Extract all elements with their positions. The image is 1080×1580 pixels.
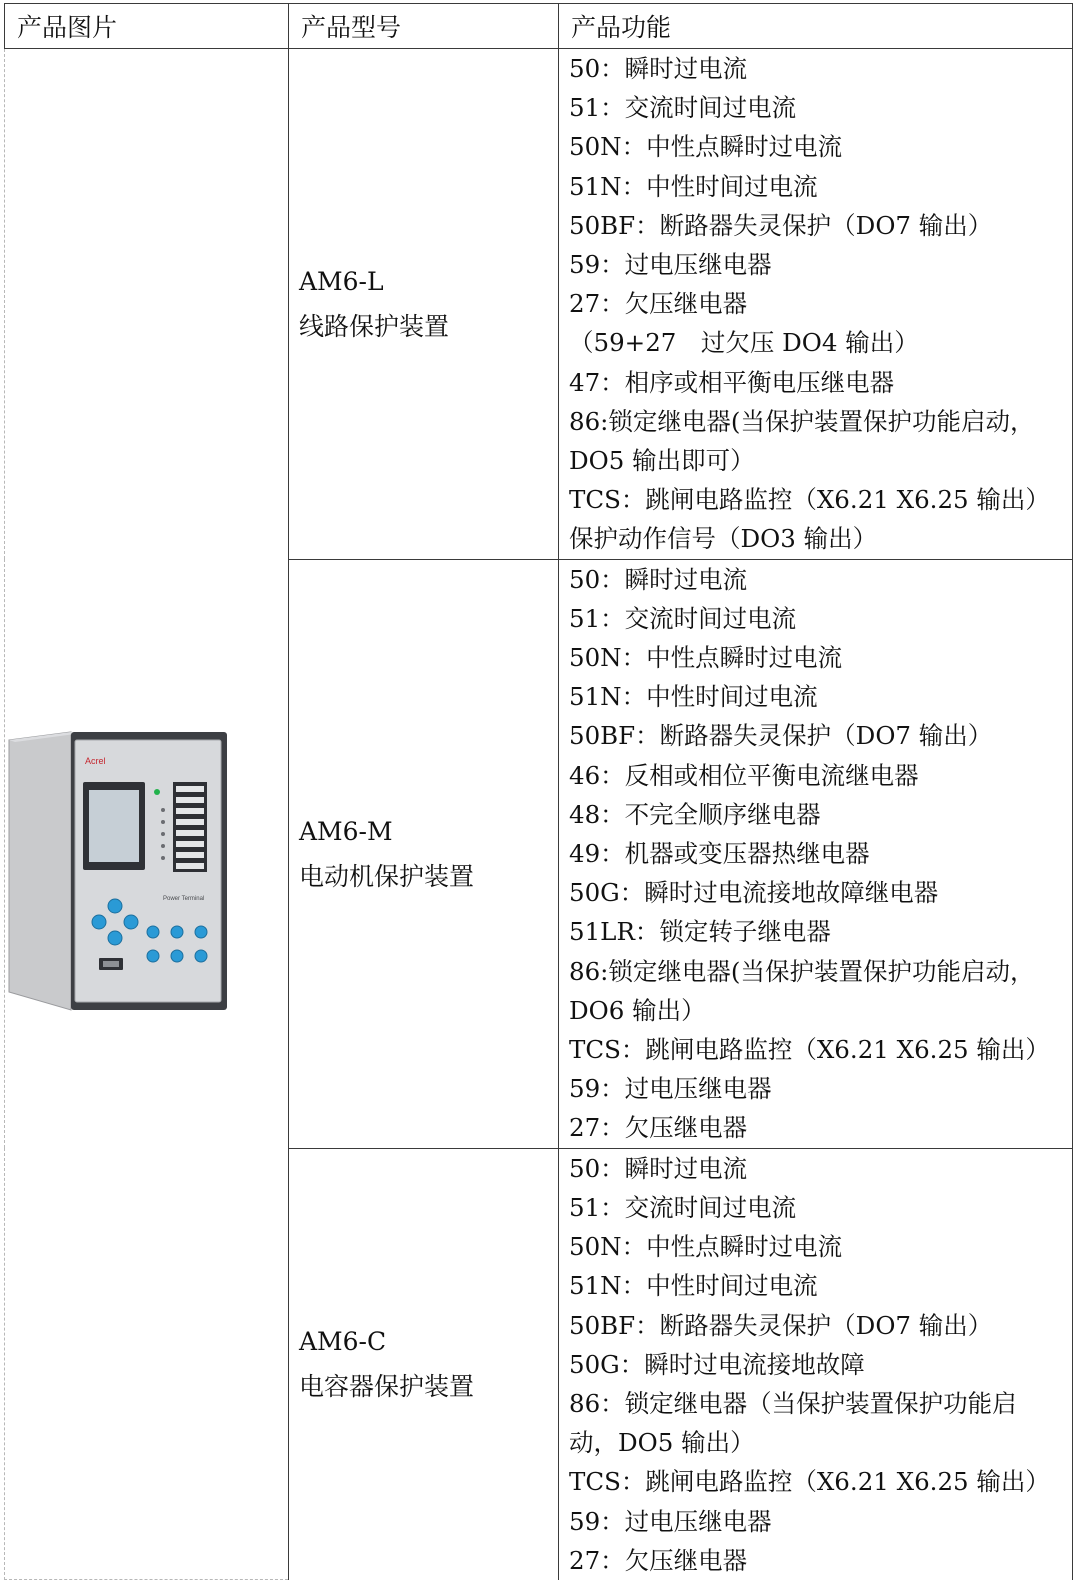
function-line: 50BF：断路器失灵保护（DO7 输出） (569, 721, 993, 751)
function-line: 50：瞬时过电流 (569, 564, 748, 594)
panel-text: Power Terminal (163, 896, 205, 903)
function-line: 51：交流时间过电流 (569, 1192, 797, 1222)
function-line: 49：机器或变压器热继电器 (569, 839, 870, 869)
function-line: 50：瞬时过电流 (569, 1153, 748, 1183)
function-line: 动，DO5 输出） (569, 1428, 755, 1458)
function-line: 50N：中性点瞬时过电流 (569, 643, 843, 673)
function-cell (559, 49, 1073, 560)
function-line: 50BF：断路器失灵保护（DO7 输出） (569, 1310, 993, 1340)
model-cell (289, 49, 559, 560)
function-line: 86：锁定继电器（当保护装置保护功能启 (569, 1388, 1017, 1418)
protection-relay-device-photo (5, 730, 229, 1012)
function-line: 51N：中性时间过电流 (569, 682, 818, 712)
header-product-function: 产品功能 (559, 4, 1073, 49)
function-line: 50：瞬时过电流 (569, 54, 748, 83)
table-row (5, 49, 1073, 560)
model-name: 线路保护装置 (299, 311, 450, 341)
function-cell (559, 1148, 1073, 1580)
product-image-cell (5, 49, 289, 1580)
product-spec-table (4, 3, 1073, 1580)
header-product-image: 产品图片 (5, 4, 289, 49)
function-line: 51N：中性时间过电流 (569, 171, 818, 201)
model-cell (289, 1148, 559, 1580)
function-line: TCS：跳闸电路监控（X6.21 X6.25 输出） (569, 485, 1050, 515)
function-line: 86:锁定继电器(当保护装置保护功能启动， (569, 956, 1035, 986)
model-name: 电动机保护装置 (299, 861, 475, 891)
function-line: 27：欠压继电器 (569, 289, 748, 319)
function-line: 48：不完全顺序继电器 (569, 799, 821, 829)
header-product-model: 产品型号 (289, 4, 559, 49)
table-header-row (5, 4, 1073, 49)
function-line: DO5 输出即可） (569, 446, 755, 476)
function-line: 47：相序或相平衡电压继电器 (569, 367, 895, 397)
function-line: TCS：跳闸电路监控（X6.21 X6.25 输出） (569, 1467, 1050, 1497)
function-line: 保护动作信号（DO3 输出） (569, 524, 878, 554)
function-line: 50G：瞬时过电流接地故障继电器 (569, 878, 939, 908)
function-line: 50G：瞬时过电流接地故障 (569, 1349, 865, 1379)
function-line: 59：过电压继电器 (569, 250, 772, 280)
brand-logo: Acrel (85, 756, 106, 767)
function-line: 50BF：断路器失灵保护（DO7 输出） (569, 210, 993, 240)
model-code: AM6-L (299, 266, 384, 296)
function-line: 51：交流时间过电流 (569, 603, 797, 633)
model-cell (289, 559, 559, 1148)
device-illustration (5, 730, 229, 1012)
function-line: 86:锁定继电器(当保护装置保护功能启动， (569, 406, 1035, 436)
function-line: 46：反相或相位平衡电流继电器 (569, 760, 919, 790)
function-line: 50N：中性点瞬时过电流 (569, 1232, 843, 1262)
model-code: AM6-C (299, 1327, 387, 1357)
function-line: 59：过电压继电器 (569, 1506, 772, 1536)
function-line: 27：欠压继电器 (569, 1545, 748, 1575)
function-line: 51N：中性时间过电流 (569, 1271, 818, 1301)
function-line: 27：欠压继电器 (569, 1113, 748, 1143)
function-line: TCS：跳闸电路监控（X6.21 X6.25 输出） (569, 1035, 1050, 1065)
function-line: 59：过电压继电器 (569, 1074, 772, 1104)
model-name: 电容器保护装置 (299, 1372, 475, 1402)
model-code: AM6-M (299, 816, 393, 846)
function-line: （59+27 过欠压 DO4 输出） (569, 328, 919, 358)
function-cell (559, 559, 1073, 1148)
function-line: 50N：中性点瞬时过电流 (569, 132, 843, 162)
function-line: 51：交流时间过电流 (569, 93, 797, 123)
function-line: 51LR：锁定转子继电器 (569, 917, 831, 947)
function-line: DO6 输出） (569, 995, 706, 1025)
